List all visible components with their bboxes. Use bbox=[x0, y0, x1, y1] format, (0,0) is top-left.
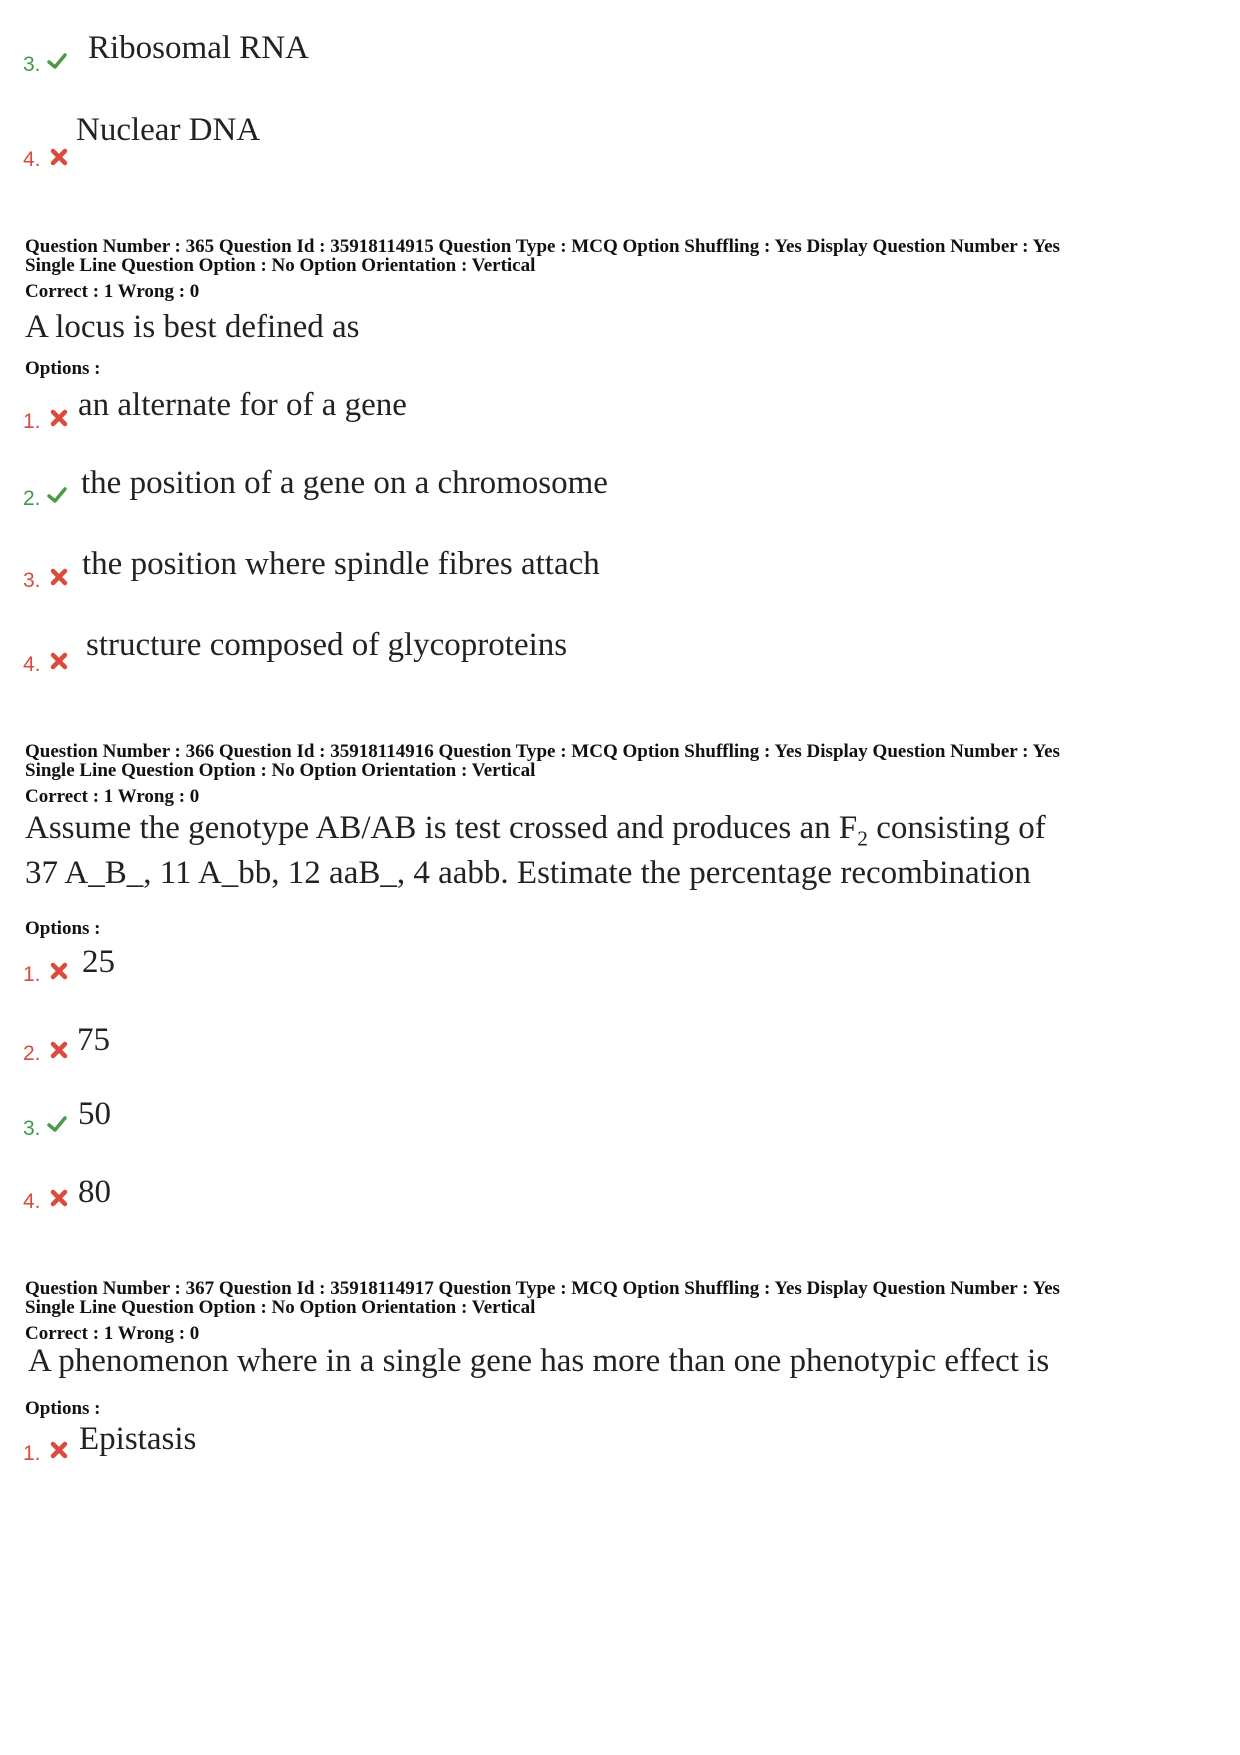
question-meta-line2: Single Line Question Option : No Option Orientation : Vertical bbox=[25, 255, 536, 276]
option-text: the position of a gene on a chromosome bbox=[81, 465, 608, 501]
option-number: 1. bbox=[23, 963, 41, 986]
option-number: 4. bbox=[23, 653, 41, 676]
cross-icon bbox=[48, 960, 70, 982]
question-meta-line1: Question Number : 365 Question Id : 35918114915 Question Type : MCQ Option Shuffling : Yes Display Question Number : Yes bbox=[25, 236, 1060, 257]
cross-icon bbox=[48, 1187, 70, 1209]
option-text: 75 bbox=[77, 1022, 110, 1058]
option-number: 2. bbox=[23, 487, 41, 510]
options-label: Options : bbox=[25, 918, 101, 939]
question-scoring: Correct : 1 Wrong : 0 bbox=[25, 281, 200, 302]
option-number: 4. bbox=[23, 148, 41, 171]
cross-icon bbox=[48, 1039, 70, 1061]
subscript: 2 bbox=[857, 826, 868, 851]
cross-icon bbox=[48, 407, 70, 429]
question-text: A phenomenon where in a single gene has more than one phenotypic effect is bbox=[28, 1343, 1050, 1379]
question-scoring: Correct : 1 Wrong : 0 bbox=[25, 786, 200, 807]
check-icon bbox=[46, 484, 68, 506]
option-text: an alternate for of a gene bbox=[78, 387, 407, 423]
check-icon bbox=[46, 50, 68, 72]
option-number: 3. bbox=[23, 569, 41, 592]
cross-icon bbox=[48, 146, 70, 168]
option-text: structure composed of glycoproteins bbox=[86, 627, 568, 663]
question-text: A locus is best defined as bbox=[25, 309, 360, 345]
cross-icon bbox=[48, 1439, 70, 1461]
option-number: 1. bbox=[23, 1442, 41, 1465]
option-text: 50 bbox=[78, 1096, 111, 1132]
option-text: Nuclear DNA bbox=[76, 112, 261, 148]
option-number: 2. bbox=[23, 1042, 41, 1065]
option-text: Ribosomal RNA bbox=[88, 30, 309, 66]
question-text-line2: 37 A_B_, 11 A_bb, 12 aaB_, 4 aabb. Estimate the percentage recombination bbox=[25, 855, 1031, 891]
question-meta-line1: Question Number : 367 Question Id : 35918114917 Question Type : MCQ Option Shuffling : Yes Display Question Number : Yes bbox=[25, 1278, 1060, 1299]
option-number: 4. bbox=[23, 1190, 41, 1213]
cross-icon bbox=[48, 566, 70, 588]
cross-icon bbox=[48, 650, 70, 672]
question-scoring: Correct : 1 Wrong : 0 bbox=[25, 1323, 200, 1344]
options-label: Options : bbox=[25, 358, 101, 379]
question-meta-line2: Single Line Question Option : No Option Orientation : Vertical bbox=[25, 1297, 536, 1318]
option-text: the position where spindle fibres attach bbox=[82, 546, 600, 582]
check-icon bbox=[46, 1113, 68, 1135]
question-meta-line1: Question Number : 366 Question Id : 35918114916 Question Type : MCQ Option Shuffling : Yes Display Question Number : Yes bbox=[25, 741, 1060, 762]
question-meta-line2: Single Line Question Option : No Option Orientation : Vertical bbox=[25, 760, 536, 781]
option-text: 25 bbox=[82, 944, 115, 980]
option-number: 3. bbox=[23, 1117, 41, 1140]
option-number: 3. bbox=[23, 53, 41, 76]
option-number: 1. bbox=[23, 410, 41, 433]
options-label: Options : bbox=[25, 1398, 101, 1419]
question-text-line1: Assume the genotype AB/AB is test crossed and produces an $F_2$ consisting of bbox=[25, 810, 1046, 851]
option-text: 80 bbox=[78, 1174, 111, 1210]
option-text: Epistasis bbox=[79, 1421, 197, 1457]
